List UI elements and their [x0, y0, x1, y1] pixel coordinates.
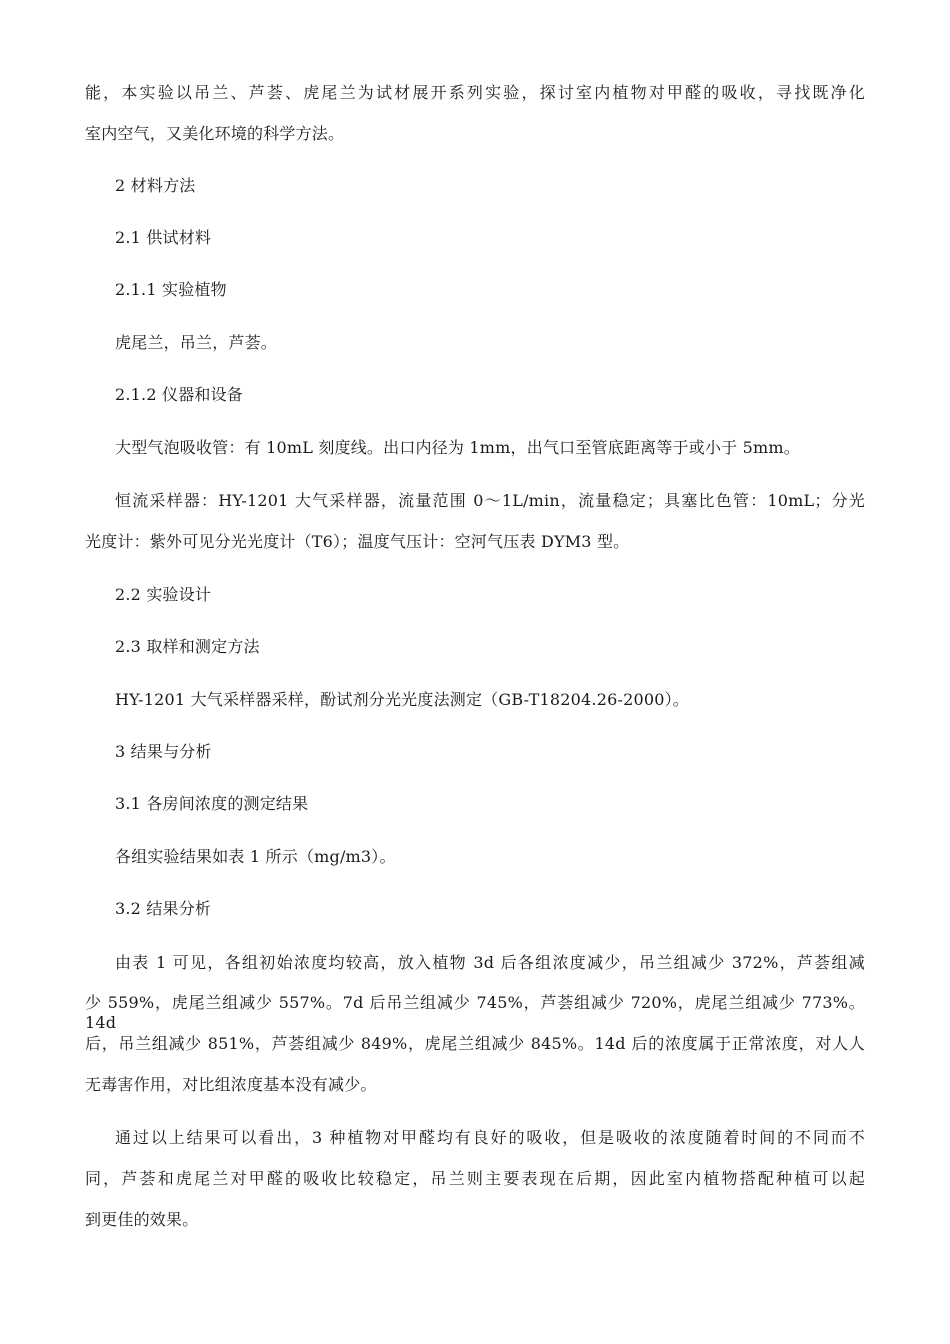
equipment-line-2: 恒流采样器：HY-1201 大气采样器，流量范围 0～1L/min，流量稳定；具塞比色管：10mL；分光 [115, 491, 865, 510]
results-line-1: 由表 1 可见，各组初始浓度均较高，放入植物 3d 后各组浓度减少，吊兰组减少 372%，芦荟组减 [115, 953, 865, 972]
heading-3: 3 结果与分析 [115, 742, 212, 761]
equipment-line-3: 光度计：紫外可见分光光度计（T6）；温度气压计：空河气压表 DYM3 型。 [85, 532, 630, 551]
intro-line-2: 室内空气，又美化环境的科学方法。 [85, 124, 345, 143]
heading-3-1: 3.1 各房间浓度的测定结果 [115, 794, 309, 813]
results-line-2: 少 559%，虎尾兰组减少 557%。7d 后吊兰组减少 745%，芦荟组减少 720%，虎尾兰组减少 773%。14d [85, 993, 865, 1032]
heading-2-1: 2.1 供试材料 [115, 228, 212, 247]
heading-2-1-2: 2.1.2 仪器和设备 [115, 385, 243, 404]
plants-text: 虎尾兰，吊兰，芦荟。 [115, 333, 278, 352]
heading-2-2: 2.2 实验设计 [115, 585, 212, 604]
results-line-4: 无毒害作用，对比组浓度基本没有减少。 [85, 1075, 377, 1094]
conclusion-line-3: 到更佳的效果。 [85, 1210, 199, 1229]
intro-line-1: 能，本实验以吊兰、芦荟、虎尾兰为试材展开系列实验，探讨室内植物对甲醛的吸收，寻找既净化 [85, 83, 865, 102]
heading-2: 2 材料方法 [115, 176, 196, 195]
heading-2-1-1: 2.1.1 实验植物 [115, 280, 227, 299]
heading-2-3: 2.3 取样和测定方法 [115, 637, 260, 656]
heading-3-2: 3.2 结果分析 [115, 899, 212, 918]
table-reference: 各组实验结果如表 1 所示（mg/m3）。 [115, 847, 396, 866]
conclusion-line-2: 同，芦荟和虎尾兰对甲醛的吸收比较稳定，吊兰则主要表现在后期，因此室内植物搭配种植可以起 [85, 1169, 865, 1188]
method-text: HY-1201 大气采样器采样，酚试剂分光光度法测定（GB-T18204.26-2000）。 [115, 690, 689, 709]
conclusion-line-1: 通过以上结果可以看出，3 种植物对甲醛均有良好的吸收，但是吸收的浓度随着时间的不同而不 [115, 1128, 865, 1147]
equipment-line-1: 大型气泡吸收管：有 10mL 刻度线。出口内径为 1mm，出气口至管底距离等于或小于 5mm。 [115, 438, 800, 457]
results-line-3: 后，吊兰组减少 851%，芦荟组减少 849%，虎尾兰组减少 845%。14d 后的浓度属于正常浓度，对人人 [85, 1034, 865, 1053]
